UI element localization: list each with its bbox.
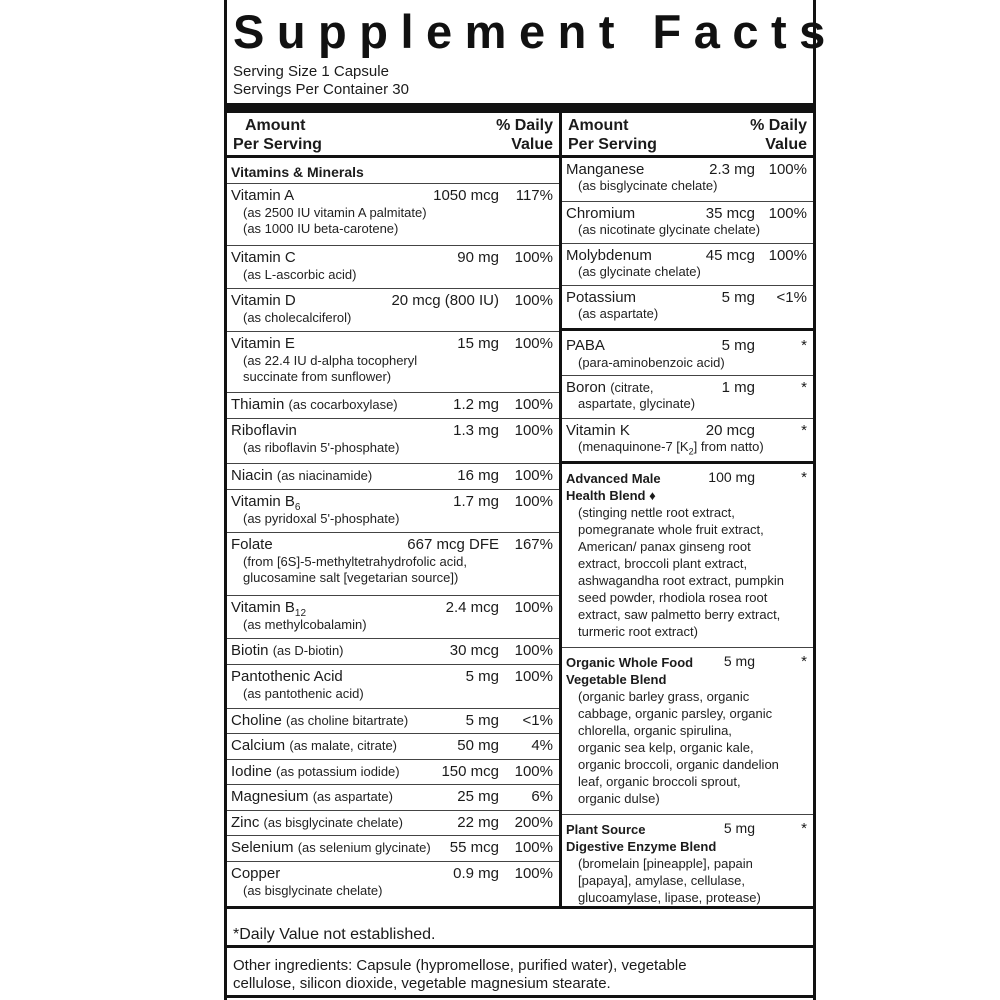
per-serving-header: Per Serving [233, 136, 322, 153]
nutrient-name [231, 422, 297, 439]
nutrient-name-text: Vitamin B [231, 493, 295, 510]
nutrient-daily-value: 100% [514, 422, 553, 439]
nutrient-name-text: Folate [231, 536, 273, 553]
mineral-daily-value: <1% [776, 289, 807, 306]
nutrient-amount: 5 mg [465, 712, 499, 729]
daily-value-footnote: *Daily Value not established. [233, 926, 436, 943]
blend-name-2: Digestive Enzyme Blend [566, 839, 717, 854]
nutrient-amount: 1.7 mg [453, 493, 499, 510]
blend-row [562, 461, 813, 650]
nutrient-name [231, 335, 295, 352]
nutrient-source: (as pyridoxal 5'-phosphate) [243, 511, 400, 526]
nutrient-daily-value: 100% [514, 839, 553, 856]
nutrient-name-text: Biotin [231, 642, 269, 659]
blend-ingredient-line: organic broccoli, organic dandelion [578, 757, 779, 772]
other-nutrient-daily-value: * [801, 422, 807, 439]
blend-ingredient-line: organic dulse) [578, 791, 660, 806]
nutrient-name [231, 668, 343, 685]
nutrient-name [231, 814, 403, 831]
bottom-rule [227, 995, 813, 998]
nutrient-source: (as riboflavin 5'-phosphate) [243, 440, 400, 455]
nutrient-amount: 150 mcg [441, 763, 499, 780]
nutrient-row [227, 759, 559, 786]
nutrient-row [227, 708, 559, 735]
supplement-facts-label [224, 0, 838, 1000]
nutrient-amount: 20 mcg (800 IU) [391, 292, 499, 309]
nutrient-source-inline: (as bisglycinate chelate) [263, 815, 403, 830]
blend-ingredient-line: chlorella, organic spirulina, [578, 723, 732, 738]
nutrient-source: (as cholecalciferol) [243, 310, 352, 325]
nutrient-daily-value: 100% [514, 642, 553, 659]
nutrient-daily-value: 100% [514, 763, 553, 780]
other-nutrient-row [562, 418, 813, 462]
blend-ingredient-line: organic sea kelp, organic kale, [578, 740, 754, 755]
blend-amount: 5 mg [723, 820, 755, 836]
mineral-name: Manganese [566, 161, 645, 178]
nutrient-source-2: (as 1000 IU beta-carotene) [243, 221, 399, 236]
nutrient-name [231, 737, 397, 754]
mineral-daily-value: 100% [768, 205, 807, 222]
nutrient-name-text: Iodine [231, 763, 272, 780]
nutrient-row [227, 595, 559, 639]
nutrient-daily-value: 100% [514, 599, 553, 616]
other-nutrient-row [562, 328, 813, 378]
mineral-source: (as bisglycinate chelate) [578, 178, 718, 193]
nutrient-name [231, 839, 431, 856]
nutrient-daily-value: 167% [514, 536, 553, 553]
mineral-row [562, 201, 813, 244]
nutrient-table [227, 103, 813, 909]
nutrient-amount: 30 mcg [449, 642, 499, 659]
nutrient-name [231, 187, 294, 204]
nutrient-row [227, 288, 559, 332]
nutrient-amount: 5 mg [465, 668, 499, 685]
nutrient-name [231, 292, 296, 309]
section-row [227, 158, 559, 183]
other-nutrient-name [566, 422, 630, 439]
mineral-amount: 45 mcg [705, 247, 755, 264]
mineral-name: Chromium [566, 205, 636, 222]
nutrient-row [227, 664, 559, 709]
nutrient-subscript: 6 [294, 502, 301, 513]
nutrient-source: (as methylcobalamin) [243, 617, 367, 632]
value-header: Value [511, 136, 553, 153]
nutrient-amount: 16 mg [457, 467, 499, 484]
other-nutrient-name-text: Boron [566, 379, 607, 396]
blend-ingredient-line: extract, broccoli plant extract, [578, 556, 748, 571]
nutrient-amount: 1.2 mg [453, 396, 499, 413]
nutrient-amount: 22 mg [457, 814, 499, 831]
nutrient-row [227, 784, 559, 810]
nutrient-amount: 50 mg [457, 737, 499, 754]
nutrient-name [231, 642, 344, 659]
nutrient-source: (as 22.4 IU d-alpha tocopheryl [243, 353, 418, 368]
other-nutrient-daily-value: * [801, 337, 807, 354]
nutrient-name [231, 763, 400, 780]
nutrient-name [231, 712, 408, 729]
nutrient-name [231, 788, 393, 805]
mineral-row [562, 243, 813, 286]
nutrient-row [227, 489, 559, 533]
mineral-amount: 35 mcg [705, 205, 755, 222]
nutrient-daily-value: 6% [531, 788, 553, 805]
nutrient-source: (as pantothenic acid) [243, 686, 364, 701]
nutrient-daily-value: 100% [514, 396, 553, 413]
nutrient-name-text: Thiamin [231, 396, 285, 413]
nutrient-name-text: Vitamin E [231, 335, 295, 352]
label-title: Supplement Facts [233, 5, 838, 58]
blend-amount: 100 mg [708, 469, 755, 485]
blend-ingredient-line: ashwagandha root extract, pumpkin [578, 573, 784, 588]
blend-ingredient-line: American/ panax ginseng root [578, 539, 751, 554]
blend-ingredient-line: cabbage, organic parsley, organic [578, 706, 773, 721]
nutrient-source-inline: (as D-biotin) [272, 643, 344, 658]
other-ingredients-line-1: Other ingredients: Capsule (hypromellose, purified water), vegetable [233, 957, 687, 974]
section-title: Vitamins & Minerals [231, 164, 364, 180]
other-nutrient-amount: 5 mg [721, 337, 755, 354]
other-nutrient-amount: 20 mcg [705, 422, 755, 439]
blend-name: Advanced Male [566, 471, 661, 486]
blend-row [562, 814, 813, 907]
nutrient-daily-value: 200% [514, 814, 553, 831]
nutrient-source-inline: (as selenium glycinate) [297, 840, 431, 855]
nutrient-name [231, 467, 372, 484]
mineral-name: Molybdenum [566, 247, 652, 264]
amount-header-right: Amount [568, 117, 629, 134]
nutrient-name-text: Vitamin B [231, 599, 295, 616]
blend-ingredient-line: leaf, organic broccoli sprout, [578, 774, 741, 789]
mineral-name: Potassium [566, 289, 637, 306]
nutrient-name [231, 865, 280, 882]
daily-value-header-right: % Daily [750, 117, 807, 134]
nutrient-name-text: Choline [231, 712, 282, 729]
blend-daily-value: * [801, 469, 807, 486]
nutrient-row [227, 638, 559, 665]
nutrient-amount: 1050 mcg [433, 187, 499, 204]
blend-row [562, 647, 813, 815]
mineral-amount: 2.3 mg [709, 161, 755, 178]
mineral-source: (as glycinate chelate) [578, 264, 701, 279]
nutrient-daily-value: 100% [514, 467, 553, 484]
blend-ingredient-line: (stinging nettle root extract, [578, 505, 735, 520]
nutrient-name [231, 396, 398, 413]
nutrient-amount: 1.3 mg [453, 422, 499, 439]
nutrient-row [227, 392, 559, 419]
nutrient-name-text: Vitamin A [231, 187, 295, 204]
nutrient-name-text: Riboflavin [231, 422, 297, 439]
value-header-right: Value [765, 136, 807, 153]
footnote-box [227, 912, 813, 948]
nutrient-row [227, 733, 559, 759]
mineral-row [562, 158, 813, 201]
nutrient-daily-value: 117% [515, 187, 553, 204]
other-nutrient-source-inline: (citrate, [610, 380, 654, 395]
nutrient-row [227, 835, 559, 861]
nutrient-row [227, 463, 559, 490]
nutrient-name-text: Selenium [231, 839, 294, 856]
nutrient-amount: 15 mg [457, 335, 499, 352]
nutrient-source-2: succinate from sunflower) [243, 369, 392, 384]
nutrient-amount: 90 mg [457, 249, 499, 266]
nutrient-amount: 2.4 mcg [445, 599, 499, 616]
nutrient-row [227, 245, 559, 289]
per-serving-header-right: Per Serving [568, 136, 657, 153]
nutrient-daily-value: 4% [531, 737, 553, 754]
other-nutrient-source [578, 396, 695, 412]
nutrient-source-inline: (as choline bitartrate) [286, 713, 409, 728]
mineral-source: (as aspartate) [578, 306, 659, 321]
nutrient-source-2: glucosamine salt [vegetarian source]) [243, 570, 459, 585]
nutrient-amount: 0.9 mg [453, 865, 499, 882]
mineral-row [562, 285, 813, 329]
right-column [562, 113, 813, 906]
nutrient-source: (as 2500 IU vitamin A palmitate) [243, 205, 427, 220]
source-subscript: 2 [688, 446, 694, 457]
nutrient-name-text: Niacin [231, 467, 273, 484]
nutrient-source-inline: (as cocarboxylase) [288, 397, 398, 412]
nutrient-subscript: 12 [294, 608, 307, 619]
other-nutrient-source-text: (menaquinone-7 [K [578, 439, 689, 454]
blend-ingredient-line: turmeric root extract) [578, 624, 698, 639]
nutrient-name-text: Magnesium [231, 788, 309, 805]
mineral-daily-value: 100% [768, 247, 807, 264]
right-header [562, 113, 813, 158]
left-header [227, 113, 559, 158]
mineral-daily-value: 100% [768, 161, 807, 178]
blend-daily-value: * [801, 653, 807, 670]
nutrient-amount: 667 mcg DFE [407, 536, 499, 553]
nutrient-row [227, 331, 559, 393]
other-nutrient-amount: 1 mg [721, 379, 755, 396]
other-nutrient-source-text: (para-aminobenzoic acid) [578, 355, 725, 370]
blend-ingredient-line: seed powder, rhodiola rosea root [578, 590, 768, 605]
nutrient-daily-value: 100% [514, 335, 553, 352]
nutrient-source-inline: (as potassium iodide) [276, 764, 400, 779]
nutrient-name-text: Calcium [231, 737, 286, 754]
other-nutrient-source-text: aspartate, glycinate) [578, 396, 696, 411]
other-nutrient-source [578, 355, 725, 371]
nutrient-source-inline: (as aspartate) [312, 789, 393, 804]
other-nutrient-daily-value: * [801, 379, 807, 396]
blend-name-2: Vegetable Blend [566, 672, 667, 687]
blend-name: Organic Whole Food [566, 655, 694, 670]
other-nutrient-name-text: PABA [566, 337, 605, 354]
nutrient-daily-value: 100% [514, 865, 553, 882]
blend-daily-value: * [801, 820, 807, 837]
nutrient-row [227, 810, 559, 837]
nutrient-name-text: Zinc [231, 814, 260, 831]
blend-name-2: Health Blend ♦ [566, 488, 656, 503]
other-nutrient-name [566, 379, 654, 396]
nutrient-row [227, 532, 559, 596]
nutrient-amount: 25 mg [457, 788, 499, 805]
nutrient-amount: 55 mcg [449, 839, 499, 856]
blend-amount: 5 mg [723, 653, 755, 669]
amount-header: Amount [245, 117, 306, 134]
other-nutrient-source [578, 439, 764, 460]
nutrient-daily-value: 100% [514, 292, 553, 309]
other-nutrient-row [562, 375, 813, 419]
other-nutrient-name [566, 337, 605, 354]
other-nutrient-name-text: Vitamin K [566, 422, 630, 439]
blend-ingredient-line: (organic barley grass, organic [578, 689, 750, 704]
blend-name: Plant Source [566, 822, 646, 837]
mineral-source: (as nicotinate glycinate chelate) [578, 222, 761, 237]
nutrient-name [231, 249, 296, 266]
nutrient-source-inline: (as malate, citrate) [289, 738, 398, 753]
blend-ingredient-line: extract, saw palmetto berry extract, [578, 607, 781, 622]
other-ingredients-line-2: cellulose, silicon dioxide, vegetable magnesium stearate. [233, 975, 611, 992]
nutrient-source: (as bisglycinate chelate) [243, 883, 383, 898]
nutrient-source: (as L-ascorbic acid) [243, 267, 357, 282]
blend-ingredient-line: pomegranate whole fruit extract, [578, 522, 764, 537]
blend-ingredient-line: (bromelain [pineapple], papain [578, 856, 753, 871]
nutrient-daily-value: 100% [514, 493, 553, 510]
daily-value-header: % Daily [496, 117, 553, 134]
nutrient-name [231, 536, 273, 553]
nutrient-row [227, 861, 559, 907]
nutrient-name-text: Vitamin C [231, 249, 296, 266]
nutrient-daily-value: 100% [514, 668, 553, 685]
mineral-amount: 5 mg [721, 289, 755, 306]
servings-per-container: Servings Per Container 30 [233, 81, 409, 98]
blend-ingredient-line: glucoamylase, lipase, protease) [578, 890, 761, 905]
nutrient-daily-value: <1% [522, 712, 553, 729]
other-ingredients [233, 957, 687, 993]
nutrient-name-text: Vitamin D [231, 292, 296, 309]
nutrient-row [227, 418, 559, 464]
left-column [227, 113, 559, 906]
nutrient-name-text: Pantothenic Acid [231, 668, 343, 685]
nutrient-daily-value: 100% [514, 249, 553, 266]
source-tail: ] from natto) [693, 439, 764, 454]
nutrient-name-text: Copper [231, 865, 281, 882]
blend-ingredient-line: [papaya], amylase, cellulase, [578, 873, 745, 888]
nutrient-row [227, 183, 559, 246]
nutrient-source: (from [6S]-5-methyltetrahydrofolic acid, [243, 554, 467, 569]
serving-size: Serving Size 1 Capsule [233, 63, 389, 80]
nutrient-source-inline: (as niacinamide) [276, 468, 373, 483]
